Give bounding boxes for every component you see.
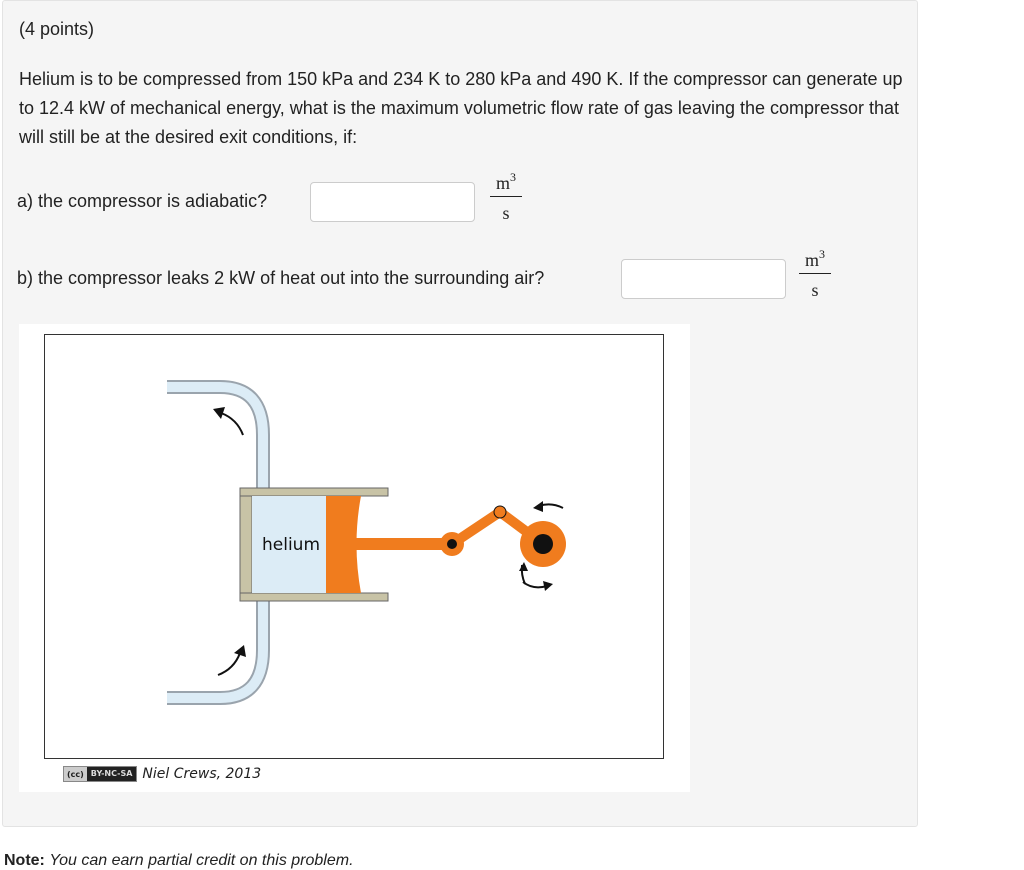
question-text: Helium is to be compressed from 150 kPa and 234 K to 280 kPa and 490 K. If the compressor can generate up to 12.4 kW of mechanical energy, what is the maximum volumetric flow rate of gas leaving the compressor that will still be at the desired exit conditions, if: [19,69,903,147]
inlet-flow-arrow [218,653,240,675]
note-text: You can earn partial credit on this problem. [49,852,354,869]
points-label: (4 points) [19,19,95,39]
part-b-answer-input[interactable] [621,259,786,299]
note-bold: Note: [4,852,45,869]
cc-license-type: BY-NC-SA [87,767,137,781]
wrist-pin-center [447,539,457,549]
cylinder-head [240,496,252,593]
license-credit [63,765,261,783]
cc-license-badge [63,766,137,782]
footer-note [4,852,354,870]
unit-den: s [811,280,819,300]
figure-frame [44,334,664,759]
cc-logo: (cc) [67,769,84,779]
crankshaft-center [533,534,553,554]
part-a-unit [486,170,526,223]
outlet-pipe [167,387,263,495]
rotation-arrowhead-side [519,562,528,571]
compressor-figure [19,324,690,792]
figure-credit: Niel Crews, 2013 [142,766,262,782]
question-card [2,0,918,827]
inlet-pipe-fill [167,600,263,698]
cylinder-bottom-wall [240,593,388,601]
compressor-diagram [45,335,663,758]
unit-num: m [804,250,819,270]
part-a-answer-input[interactable] [310,182,475,222]
piston-rod [354,538,452,550]
cylinder-top-wall [240,488,388,496]
part-b-label: b) the compressor leaks 2 kW of heat out into the surrounding air? [17,268,545,288]
rotation-arrowhead-top [533,501,543,512]
part-a-label: a) the compressor is adiabatic? [17,191,268,211]
unit-den: s [502,203,510,223]
unit-exp: 3 [819,247,825,261]
outlet-flow-arrow [221,413,243,435]
rotation-arrowhead-bottom [543,581,553,591]
crank-pin [494,506,506,518]
helium-label: helium [261,535,320,555]
unit-exp: 3 [510,170,516,184]
unit-num: m [495,173,510,193]
part-b-unit [795,247,835,300]
